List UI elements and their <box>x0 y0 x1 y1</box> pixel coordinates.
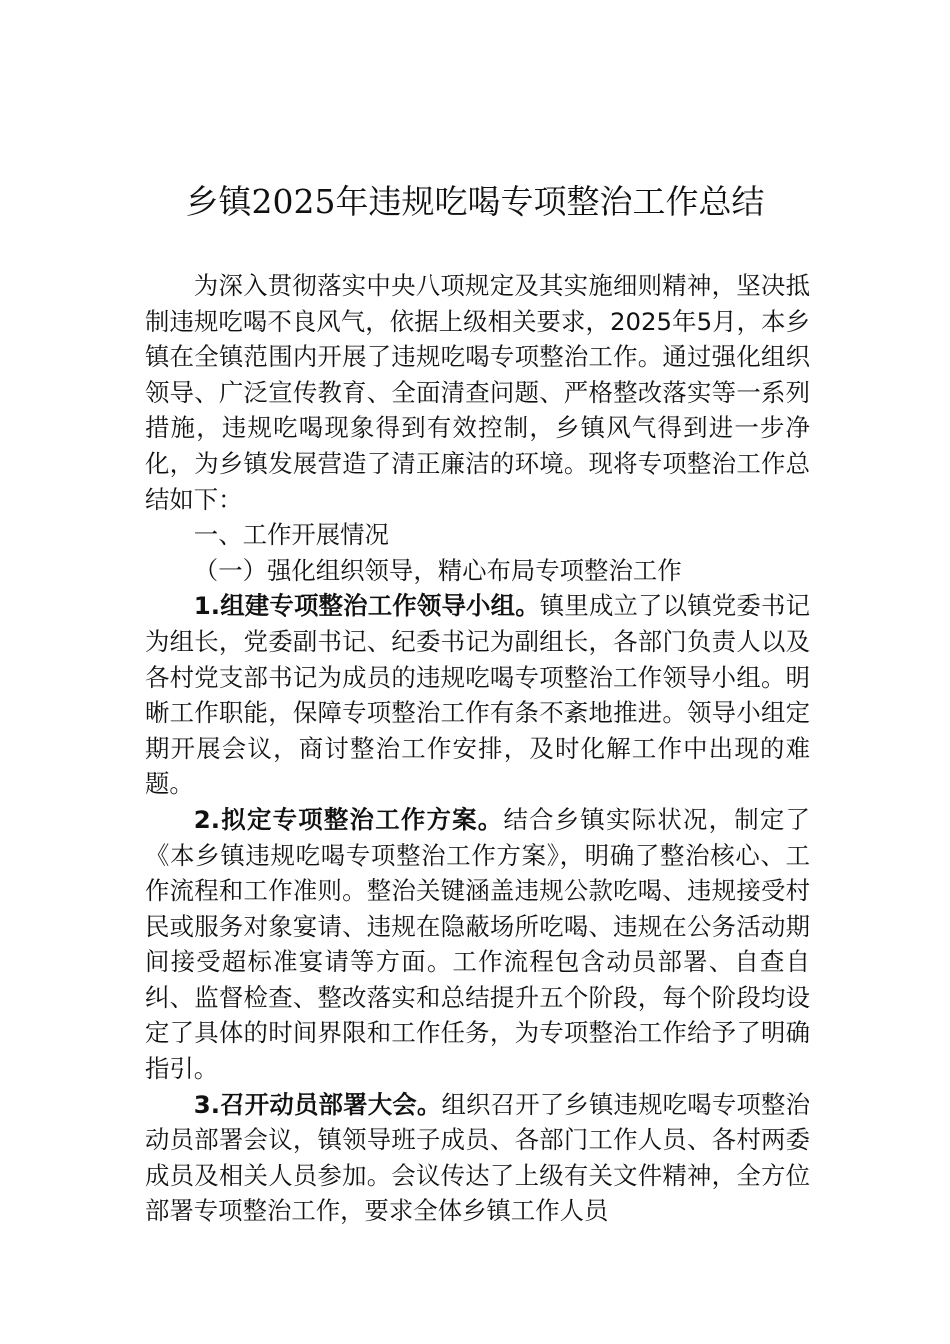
document-body <box>145 268 810 1229</box>
item-paragraph-2 <box>145 802 810 1087</box>
item-text: 结合乡镇实际状况，制定了《本乡镇违规吃喝专项整治工作方案》，明确了整治核心、工作流程和工作准则。整治关键涵盖违规公款吃喝、违规接受村民或服务对象宴请、违规在隐蔽场所吃喝、违规在公务活动期间接受超标准宴请等方面。工作流程包含动员部署、自查自纠、监督检查、整改落实和总结提升五个阶段，每个阶段均设定了具体的时间界限和工作任务，为专项整治工作给予了明确指引。 <box>145 804 810 1084</box>
item-paragraph-3 <box>145 1087 810 1229</box>
item-lead: 2.拟定专项整治工作方案。 <box>193 804 504 834</box>
item-lead: 1.组建专项整治工作领导小组。 <box>193 591 540 621</box>
item-paragraph-1 <box>145 588 810 802</box>
item-text: 镇里成立了以镇党委书记为组长，党委副书记、纪委书记为副组长，各部门负责人以及各村党支部书记为成员的违规吃喝专项整治工作领导小组。明晰工作职能，保障专项整治工作有条不紊地推进。领导小组定期开展会议，商讨整治工作安排，及时化解工作中出现的难题。 <box>145 591 810 799</box>
intro-paragraph: 为深入贯彻落实中央八项规定及其实施细则精神，坚决抵制违规吃喝不良风气，依据上级相关要求，2025年5月，本乡镇在全镇范围内开展了违规吃喝专项整治工作。通过强化组织领导、广泛宣传教育、全面清查问题、严格整改落实等一系列措施，违规吃喝现象得到有效控制，乡镇风气得到进一步净化，为乡镇发展营造了清正廉洁的环境。现将专项整治工作总结如下： <box>145 271 810 514</box>
document-title: 乡镇2025年违规吃喝专项整治工作总结 <box>185 182 765 221</box>
subsection-heading: （一）强化组织领导，精心布局专项整治工作 <box>193 555 682 585</box>
item-lead: 3.召开动员部署大会。 <box>193 1089 442 1119</box>
section-heading: 一、工作开展情况 <box>193 520 389 550</box>
item-text: 组织召开了乡镇违规吃喝专项整治动员部署会议，镇领导班子成员、各部门工作人员、各村两委成员及相关人员参加。会议传达了上级有关文件精神，全方位部署专项整治工作，要求全体乡镇工作人员 <box>145 1089 810 1226</box>
